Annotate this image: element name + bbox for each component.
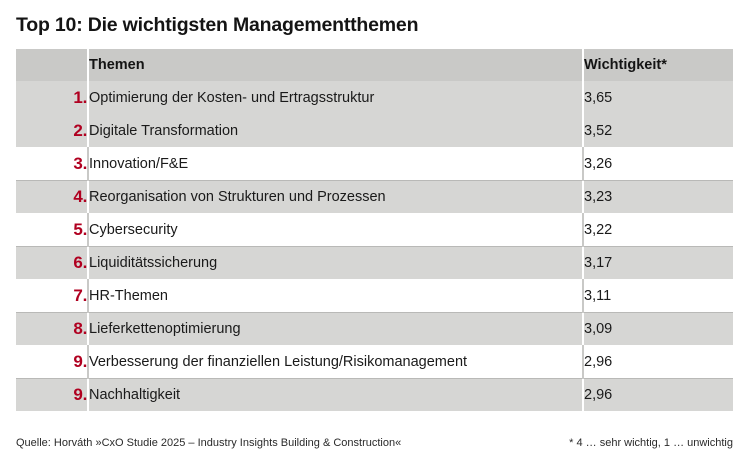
ranking-table [16, 49, 733, 411]
row-theme: Optimierung der Kosten- und Ertragsstruktur [88, 81, 583, 114]
row-rank: 9. [16, 378, 88, 411]
table-row [16, 147, 733, 180]
row-score: 3,52 [583, 114, 733, 147]
table-body [16, 81, 733, 411]
row-score: 3,17 [583, 246, 733, 279]
column-header-theme: Themen [88, 49, 583, 81]
row-rank: 5. [16, 213, 88, 246]
row-rank: 2. [16, 114, 88, 147]
page-title: Top 10: Die wichtigsten Managementthemen [16, 14, 419, 36]
row-theme: Nachhaltigkeit [88, 378, 583, 411]
column-header-rank [16, 49, 88, 81]
row-score: 3,09 [583, 312, 733, 345]
table-row [16, 114, 733, 147]
table-row [16, 180, 733, 213]
row-score: 3,22 [583, 213, 733, 246]
source-note: Quelle: Horváth »CxO Studie 2025 – Industry Insights Building & Construction« [16, 437, 402, 449]
table-row [16, 345, 733, 378]
row-theme: Digitale Transformation [88, 114, 583, 147]
row-theme: Liquiditätssicherung [88, 246, 583, 279]
table-row [16, 279, 733, 312]
row-score: 3,11 [583, 279, 733, 312]
table-header [16, 49, 733, 81]
row-score: 3,65 [583, 81, 733, 114]
row-rank: 4. [16, 180, 88, 213]
row-score: 2,96 [583, 345, 733, 378]
scale-legend: * 4 … sehr wichtig, 1 … unwichtig [569, 437, 733, 449]
row-theme: Lieferkettenoptimierung [88, 312, 583, 345]
row-rank: 9. [16, 345, 88, 378]
row-theme: HR-Themen [88, 279, 583, 312]
row-rank: 7. [16, 279, 88, 312]
row-theme: Reorganisation von Strukturen und Prozessen [88, 180, 583, 213]
table-row [16, 81, 733, 114]
row-rank: 8. [16, 312, 88, 345]
table-row [16, 213, 733, 246]
row-rank: 3. [16, 147, 88, 180]
table-row [16, 312, 733, 345]
row-score: 3,26 [583, 147, 733, 180]
row-rank: 1. [16, 81, 88, 114]
row-rank: 6. [16, 246, 88, 279]
table-row [16, 378, 733, 411]
footer [16, 437, 733, 449]
column-header-score: Wichtigkeit* [583, 49, 733, 81]
row-theme: Innovation/F&E [88, 147, 583, 180]
row-score: 2,96 [583, 378, 733, 411]
row-theme: Cybersecurity [88, 213, 583, 246]
row-theme: Verbesserung der finanziellen Leistung/Risikomanagement [88, 345, 583, 378]
header-row [16, 49, 733, 81]
table-row [16, 246, 733, 279]
row-score: 3,23 [583, 180, 733, 213]
